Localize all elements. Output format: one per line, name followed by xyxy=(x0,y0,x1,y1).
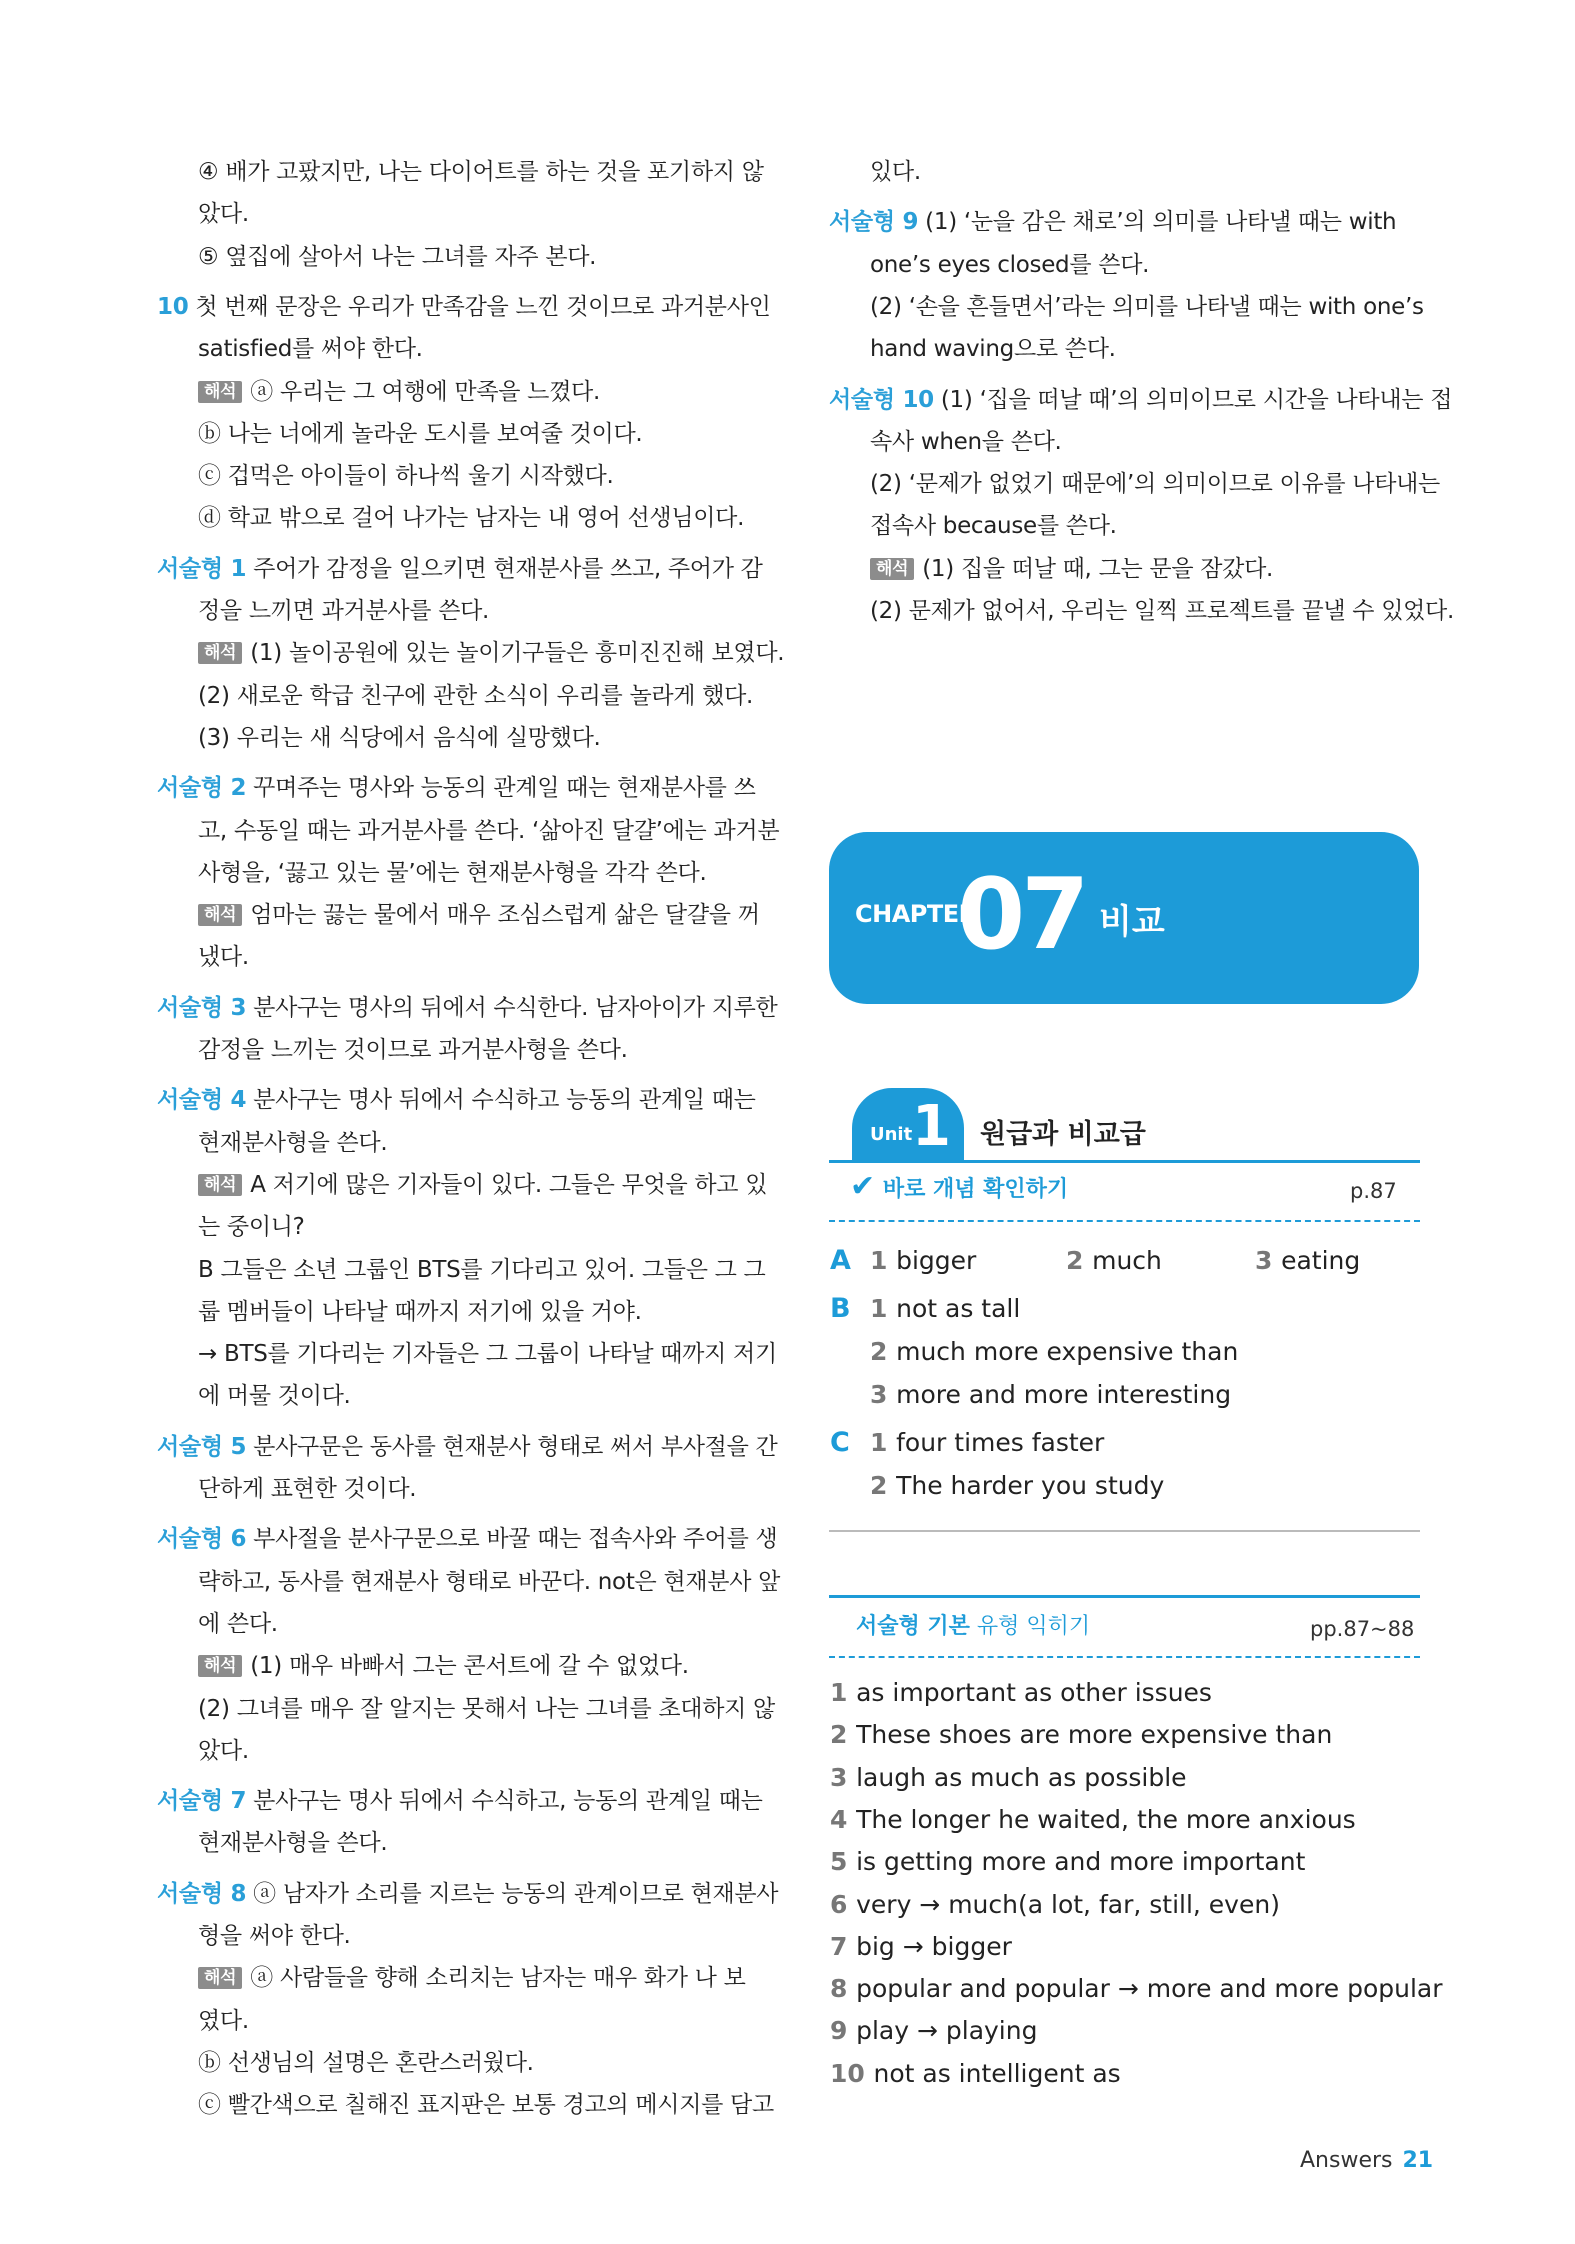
answer-item xyxy=(1255,1245,1360,1277)
line-text: ⓒ 빨간색으로 칠해진 표지판은 보통 경고의 메시지를 담고 xyxy=(198,2092,774,2119)
practice-number: 8 xyxy=(830,1974,857,2004)
translation-tag: 해석 xyxy=(198,1174,242,1196)
left-line xyxy=(198,723,757,753)
line-text: 감정을 느끼는 것이므로 과거분사형을 쓴다. xyxy=(198,1037,628,1063)
left-line xyxy=(157,773,757,803)
check-icon: ✔ xyxy=(850,1169,876,1204)
left-line xyxy=(157,993,778,1023)
line-text: → BTS를 기다리는 기자들은 그 그룹이 나타날 때까지 저기 xyxy=(198,1341,777,1368)
practice-number: 5 xyxy=(830,1847,857,1877)
line-text: A 저기에 많은 기자들이 있다. 그들은 무엇을 하고 있 xyxy=(250,1171,768,1198)
line-text: 았다. xyxy=(198,1737,249,1764)
left-line xyxy=(198,638,785,668)
answer-item xyxy=(870,1245,976,1277)
left-line xyxy=(198,858,757,888)
answer-number: 2 xyxy=(1066,1246,1093,1275)
left-line xyxy=(157,1085,757,1115)
line-text: 는 중이니? xyxy=(198,1214,305,1241)
item-label: 서술형 4 xyxy=(157,1087,247,1114)
right-line xyxy=(870,334,1429,364)
left-line xyxy=(198,816,780,846)
practice-item xyxy=(830,1846,1305,1878)
line-text: (1) 집을 떠날 때, 그는 문을 잠갔다. xyxy=(922,555,1274,582)
item-label: 서술형 2 xyxy=(157,775,247,802)
answer-item xyxy=(1066,1245,1162,1277)
practice-text: is getting more and more important xyxy=(856,1847,1306,1877)
line-text: (2) 새로운 학급 친구에 관한 소식이 우리를 놀라게 했다. xyxy=(198,682,754,709)
practice-title-bold: 서술형 기본 xyxy=(856,1614,970,1639)
line-text: 형을 써야 한다. xyxy=(198,1923,351,1949)
line-text: 분사구는 명사 뒤에서 수식하고, 능동의 관계일 때는 xyxy=(246,1788,763,1815)
left-line xyxy=(198,199,757,229)
right-line xyxy=(829,385,1453,415)
left-line xyxy=(198,1651,757,1681)
practice-item xyxy=(830,1931,1012,1963)
item-label: 서술형 3 xyxy=(157,994,247,1021)
answer-item xyxy=(870,1379,1231,1411)
line-text: 있다. xyxy=(870,159,921,185)
practice-text: The longer he waited, the more anxious xyxy=(856,1804,1356,1834)
item-label: 서술형 10 xyxy=(829,386,934,413)
answer-group-c: C xyxy=(830,1427,850,1458)
line-text: (1) ‘집을 떠날 때’의 의미이므로 시간을 나타내는 접 xyxy=(933,386,1453,413)
practice-item xyxy=(830,1677,1212,1709)
left-line xyxy=(157,1432,778,1462)
left-line xyxy=(198,681,757,711)
concept-page: p.87 xyxy=(1350,1179,1397,1203)
line-text: ④ 배가 고팠지만, 나는 다이어트를 하는 것을 포기하지 않 xyxy=(198,159,764,185)
line-text: ⓐ 우리는 그 여행에 만족을 느꼈다. xyxy=(250,378,600,405)
line-text: 엄마는 끓는 물에서 매우 조심스럽게 삶은 달걀을 꺼 xyxy=(250,902,760,929)
line-text: 분사구는 명사의 뒤에서 수식한다. 남자아이가 지루한 xyxy=(246,994,778,1021)
left-line xyxy=(198,419,757,449)
line-text: (2) 그녀를 매우 잘 알지는 못해서 나는 그녀를 초대하지 않 xyxy=(198,1695,775,1722)
left-line xyxy=(198,1921,757,1951)
practice-text: laugh as much as possible xyxy=(856,1762,1187,1792)
left-line xyxy=(198,1567,781,1597)
answer-number: 2 xyxy=(870,1471,897,1500)
answer-number: 2 xyxy=(870,1337,897,1366)
item-label: 서술형 8 xyxy=(157,1880,247,1907)
left-line xyxy=(198,1297,757,1327)
translation-tag: 해석 xyxy=(198,1655,242,1677)
answer-text: much more expensive than xyxy=(896,1337,1239,1366)
left-line xyxy=(157,1524,778,1554)
unit-tab xyxy=(852,1088,964,1160)
line-text: 략하고, 동사를 현재분사 형태로 바꾼다. not은 현재분사 앞 xyxy=(198,1568,781,1595)
line-text: (3) 우리는 새 식당에서 음식에 실망했다. xyxy=(198,724,601,751)
answer-number: 1 xyxy=(870,1294,897,1323)
answer-text: four times faster xyxy=(896,1428,1105,1457)
line-text: satisfied를 써야 한다. xyxy=(198,336,423,363)
unit-title: 원급과 비교급 xyxy=(980,1119,1146,1150)
left-line xyxy=(157,1786,763,1816)
answer-text: not as tall xyxy=(896,1294,1021,1323)
section-divider xyxy=(829,1530,1420,1532)
practice-divider xyxy=(829,1656,1420,1658)
right-line xyxy=(870,596,1454,626)
answer-text: more and more interesting xyxy=(896,1380,1232,1409)
concept-heading xyxy=(850,1169,1069,1205)
right-line xyxy=(870,511,1429,541)
practice-text: big → bigger xyxy=(856,1931,1012,1961)
line-text: 였다. xyxy=(198,2007,249,2034)
chapter-number: 07 xyxy=(957,858,1086,972)
practice-number: 2 xyxy=(830,1720,857,1750)
chapter-title: 비교 xyxy=(1099,902,1165,942)
line-text: 현재분사형을 쓴다. xyxy=(198,1129,388,1156)
left-line xyxy=(198,1170,768,1200)
item-label: 10 xyxy=(157,293,189,320)
left-line xyxy=(198,334,757,364)
translation-tag: 해석 xyxy=(198,642,242,664)
item-label: 서술형 1 xyxy=(157,555,247,582)
line-text: hand waving으로 쓴다. xyxy=(870,336,1116,363)
practice-number: 6 xyxy=(830,1889,857,1919)
left-line xyxy=(198,1828,757,1858)
practice-item xyxy=(830,1804,1356,1836)
item-label: 서술형 7 xyxy=(157,1788,247,1815)
line-text: ⓓ 학교 밖으로 걸어 나가는 남자는 내 영어 선생님이다. xyxy=(198,505,745,532)
translation-tag: 해석 xyxy=(870,558,914,580)
practice-item xyxy=(830,1889,1280,1921)
left-line xyxy=(198,1736,757,1766)
unit-number: 1 xyxy=(912,1094,951,1159)
concept-title: 바로 개념 확인하기 xyxy=(882,1177,1069,1202)
answer-text: bigger xyxy=(896,1246,977,1275)
practice-text: not as intelligent as xyxy=(873,2058,1121,2088)
practice-item xyxy=(830,2058,1121,2090)
line-text: 분사구는 명사 뒤에서 수식하고 능동의 관계일 때는 xyxy=(246,1087,756,1114)
item-label: 서술형 9 xyxy=(829,209,919,236)
answer-number: 3 xyxy=(870,1380,897,1409)
line-text: 부사절을 분사구문으로 바꿀 때는 접속사와 주어를 생 xyxy=(246,1526,778,1553)
concept-divider xyxy=(829,1220,1420,1222)
line-text: 속사 when을 쓴다. xyxy=(870,428,1062,455)
line-text: 단하게 표현한 것이다. xyxy=(198,1476,417,1502)
practice-item xyxy=(830,2015,1037,2047)
practice-item xyxy=(830,1762,1187,1794)
right-line xyxy=(870,292,1429,322)
left-line xyxy=(198,942,757,972)
practice-text: These shoes are more expensive than xyxy=(856,1720,1333,1750)
translation-tag: 해석 xyxy=(198,381,242,403)
footer-label: Answers xyxy=(1300,2148,1393,2173)
line-text: 고, 수동일 때는 과거분사를 쓴다. ‘삶아진 달걀’에는 과거분 xyxy=(198,817,780,844)
practice-text: play → playing xyxy=(856,2016,1038,2046)
line-text: B 그들은 소년 그룹인 BTS를 기다리고 있어. 그들은 그 그 xyxy=(198,1256,766,1283)
left-line xyxy=(198,377,757,407)
page-number: 21 xyxy=(1402,2148,1434,2173)
answer-group-a: A xyxy=(830,1245,851,1276)
practice-number: 1 xyxy=(830,1678,857,1707)
line-text: 에 머물 것이다. xyxy=(198,1383,351,1410)
left-line xyxy=(157,292,771,322)
line-text: (2) ‘문제가 없었기 때문에’의 의미이므로 이유를 나타내는 xyxy=(870,471,1440,498)
line-text: (1) 놀이공원에 있는 놀이기구들은 흥미진진해 보였다. xyxy=(250,640,785,667)
answer-item xyxy=(870,1336,1238,1368)
left-line xyxy=(198,503,757,533)
answer-number: 3 xyxy=(1255,1246,1282,1275)
left-line xyxy=(198,461,757,491)
line-text: ⑤ 옆집에 살아서 나는 그녀를 자주 본다. xyxy=(198,243,597,270)
right-line xyxy=(870,427,1429,457)
chapter-word: CHAPTER xyxy=(855,900,977,928)
line-text: 주어가 감정을 일으키면 현재분사를 쓰고, 주어가 감 xyxy=(246,555,763,582)
answer-text: eating xyxy=(1281,1246,1361,1275)
line-text: (2) ‘손을 흔들면서’라는 의미를 나타낼 때는 with one’s xyxy=(870,293,1424,320)
line-text: (1) ‘눈을 감은 채로’의 의미를 나타낼 때는 with xyxy=(918,209,1397,236)
line-text: ⓐ 남자가 소리를 지르는 능동의 관계이므로 현재분사 xyxy=(246,1880,779,1907)
chapter-banner xyxy=(829,832,1419,1004)
line-text: ⓑ 나는 너에게 놀라운 도시를 보여줄 것이다. xyxy=(198,420,643,447)
line-text: (2) 문제가 없어서, 우리는 일찍 프로젝트를 끝낼 수 있었다. xyxy=(870,598,1454,624)
line-text: 룹 멤버들이 나타날 때까지 저기에 있을 거야. xyxy=(198,1298,642,1325)
line-text: one’s eyes closed를 쓴다. xyxy=(870,251,1150,278)
left-line xyxy=(198,900,760,930)
practice-item xyxy=(830,1719,1332,1751)
answer-number: 1 xyxy=(870,1428,897,1457)
practice-text: very → much(a lot, far, still, even) xyxy=(856,1889,1280,1919)
left-line xyxy=(198,2048,757,2078)
unit-rule xyxy=(829,1160,1420,1163)
left-line xyxy=(198,157,764,187)
practice-heading xyxy=(856,1612,1090,1642)
practice-text: popular and popular → more and more popular xyxy=(856,1974,1443,2004)
left-line xyxy=(198,1963,757,1993)
item-label: 서술형 5 xyxy=(157,1433,247,1460)
left-line xyxy=(157,1879,779,1909)
left-line xyxy=(198,1255,766,1285)
left-line xyxy=(198,1474,757,1504)
practice-item xyxy=(830,1973,1443,2005)
practice-page: pp.87~88 xyxy=(1310,1617,1415,1641)
line-text: 았다. xyxy=(198,201,249,228)
left-line xyxy=(198,1035,757,1065)
left-line xyxy=(157,554,763,584)
translation-tag: 해석 xyxy=(198,1967,242,1989)
left-line xyxy=(198,1609,757,1639)
right-line xyxy=(870,250,1429,280)
practice-number: 3 xyxy=(830,1762,857,1792)
left-line xyxy=(198,1694,775,1724)
answer-item xyxy=(870,1427,1104,1459)
line-text: 분사구문은 동사를 현재분사 형태로 써서 부사절을 간 xyxy=(246,1433,778,1460)
page-footer xyxy=(1300,2148,1433,2173)
left-line xyxy=(198,1339,777,1369)
line-text: 첫 번째 문장은 우리가 만족감을 느낀 것이므로 과거분사인 xyxy=(188,293,771,320)
practice-text: as important as other issues xyxy=(856,1678,1212,1707)
line-text: 정을 느끼면 과거분사를 쓴다. xyxy=(198,598,490,624)
answer-number: 1 xyxy=(870,1246,897,1275)
line-text: ⓑ 선생님의 설명은 혼란스러웠다. xyxy=(198,2049,534,2076)
line-text: (1) 매우 바빠서 그는 콘서트에 갈 수 없었다. xyxy=(250,1653,689,1680)
line-text: ⓒ 겁먹은 아이들이 하나씩 울기 시작했다. xyxy=(198,463,614,490)
left-line xyxy=(198,1381,757,1411)
answer-text: much xyxy=(1092,1246,1162,1275)
practice-number: 10 xyxy=(830,2058,874,2088)
practice-number: 9 xyxy=(830,2016,857,2046)
left-line xyxy=(198,1212,757,1242)
left-line xyxy=(198,2090,774,2120)
line-text: 냈다. xyxy=(198,944,249,971)
line-text: 현재분사형을 쓴다. xyxy=(198,1830,388,1857)
left-line xyxy=(198,596,757,626)
answer-item xyxy=(870,1293,1020,1325)
left-line xyxy=(198,242,757,272)
line-text: 사형을, ‘끓고 있는 물’에는 현재분사형을 각각 쓴다. xyxy=(198,859,707,886)
practice-title-rest: 유형 익히기 xyxy=(969,1614,1091,1639)
right-line xyxy=(870,157,1429,187)
line-text: ⓐ 사람들을 향해 소리치는 남자는 매우 화가 나 보 xyxy=(250,1965,746,1992)
left-line xyxy=(198,2006,757,2036)
answer-text: The harder you study xyxy=(896,1471,1165,1500)
practice-number: 4 xyxy=(830,1804,857,1834)
line-text: 에 쓴다. xyxy=(198,1610,278,1637)
right-line xyxy=(870,469,1440,499)
answer-item xyxy=(870,1470,1164,1502)
line-text: 꾸며주는 명사와 능동의 관계일 때는 현재분사를 쓰 xyxy=(246,775,756,802)
unit-word: Unit xyxy=(870,1124,913,1145)
translation-tag: 해석 xyxy=(198,904,242,926)
practice-rule xyxy=(829,1595,1420,1598)
right-line xyxy=(870,554,1429,584)
line-text: 접속사 because를 쓴다. xyxy=(870,513,1117,540)
answer-group-b: B xyxy=(830,1293,851,1324)
item-label: 서술형 6 xyxy=(157,1526,247,1553)
practice-number: 7 xyxy=(830,1931,857,1961)
left-line xyxy=(198,1128,757,1158)
right-line xyxy=(829,207,1429,237)
